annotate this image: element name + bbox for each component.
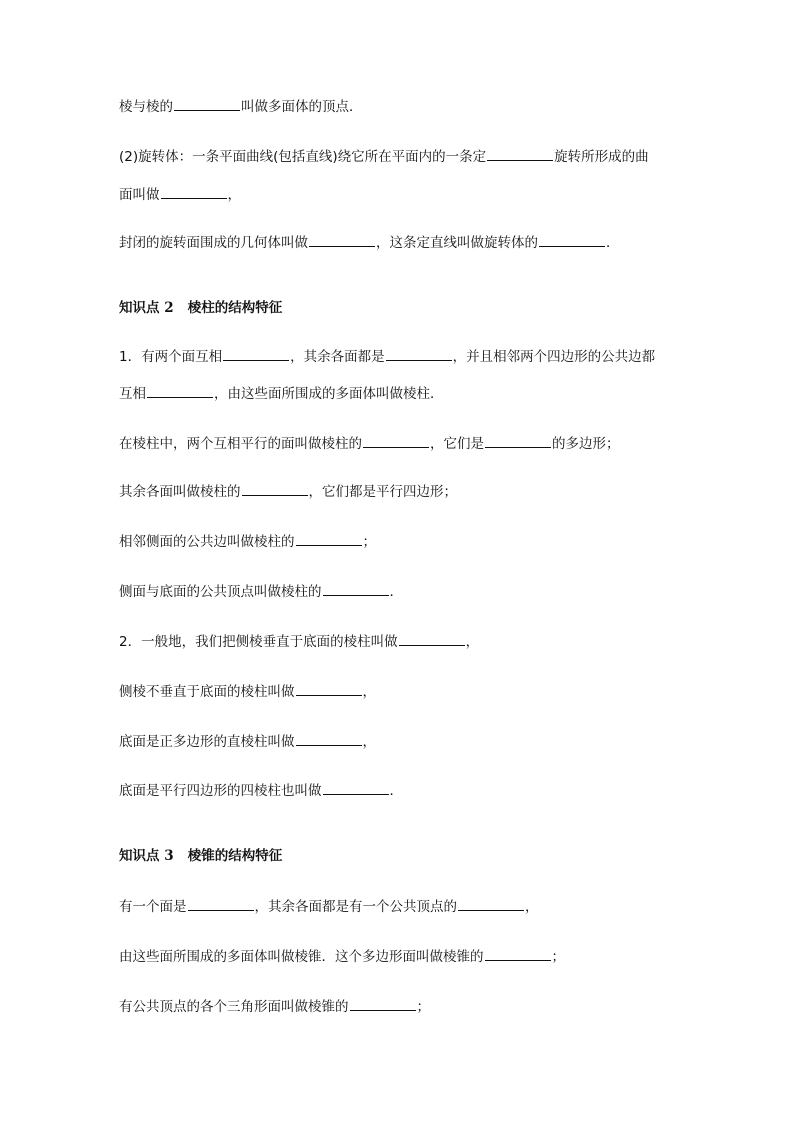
text-line xyxy=(119,946,734,967)
line-text: ； xyxy=(362,534,376,550)
fill-in-blank[interactable] xyxy=(485,433,551,448)
text-line xyxy=(119,433,734,454)
line-text: 有公共顶点的各个三角形面叫做棱锥的 xyxy=(119,999,349,1015)
line-text: ，由这些面所围成的多面体叫做棱柱． xyxy=(214,386,444,402)
section-label: 知识点 3 xyxy=(119,848,174,864)
fill-in-blank[interactable] xyxy=(399,631,465,646)
text-line xyxy=(119,731,734,752)
line-text: ． xyxy=(389,584,403,600)
fill-in-blank[interactable] xyxy=(147,383,213,398)
line-text: ，这条定直线叫做旋转体的 xyxy=(376,235,538,251)
line-text: 旋转所形成的曲 xyxy=(554,149,649,165)
line-text: ； xyxy=(416,999,430,1015)
line-text: ， xyxy=(362,684,376,700)
line-text: 有一个面是 xyxy=(119,899,187,915)
line-text: 棱与棱的 xyxy=(119,99,173,115)
fill-in-blank[interactable] xyxy=(161,184,227,199)
fill-in-blank[interactable] xyxy=(386,346,452,361)
line-text: 其余各面叫做棱柱的 xyxy=(119,484,241,500)
fill-in-blank[interactable] xyxy=(539,232,605,247)
fill-in-blank[interactable] xyxy=(296,531,362,546)
line-text: 1．有两个面互相 xyxy=(119,349,223,365)
line-text: 2．一般地，我们把侧棱垂直于底面的棱柱叫做 xyxy=(119,634,398,650)
line-text: ； xyxy=(551,949,565,965)
text-line xyxy=(119,531,734,552)
line-text: ，它们都是平行四边形； xyxy=(308,484,457,500)
fill-in-blank[interactable] xyxy=(242,481,308,496)
fill-in-blank[interactable] xyxy=(296,731,362,746)
text-line xyxy=(119,346,734,367)
line-text: 侧棱不垂直于底面的棱柱叫做 xyxy=(119,684,295,700)
text-line xyxy=(119,631,734,652)
fill-in-blank[interactable] xyxy=(174,96,240,111)
fill-in-blank[interactable] xyxy=(487,146,553,161)
line-text: ， xyxy=(525,899,539,915)
line-text: 互相 xyxy=(119,386,146,402)
text-line xyxy=(119,996,734,1017)
line-text: 由这些面所围成的多面体叫做棱锥．这个多边形面叫做棱锥的 xyxy=(119,949,484,965)
section-title: 棱柱的结构特征 xyxy=(187,300,283,316)
text-line xyxy=(119,481,734,502)
line-text: ， xyxy=(362,734,376,750)
line-text: 面叫做 xyxy=(119,187,160,203)
section-title: 棱锥的结构特征 xyxy=(187,848,283,864)
fill-in-blank[interactable] xyxy=(323,780,389,795)
fill-in-blank[interactable] xyxy=(296,681,362,696)
section-label: 知识点 2 xyxy=(119,300,174,316)
fill-in-blank[interactable] xyxy=(458,896,524,911)
text-line xyxy=(119,184,734,205)
fill-in-blank[interactable] xyxy=(485,946,551,961)
line-text: ，其余各面都是有一个公共顶点的 xyxy=(254,899,457,915)
fill-in-blank[interactable] xyxy=(363,433,429,448)
line-text: 底面是平行四边形的四棱柱也叫做 xyxy=(119,783,322,799)
line-text: ． xyxy=(389,783,403,799)
fill-in-blank[interactable] xyxy=(188,896,254,911)
text-line xyxy=(119,780,734,801)
line-text: ， xyxy=(227,187,241,203)
line-text: 的多边形； xyxy=(552,436,620,452)
line-text: 在棱柱中，两个互相平行的面叫做棱柱的 xyxy=(119,436,362,452)
fill-in-blank[interactable] xyxy=(309,232,375,247)
fill-in-blank[interactable] xyxy=(350,996,416,1011)
line-text: (2)旋转体：一条平面曲线(包括直线)绕它所在平面内的一条定 xyxy=(119,149,487,165)
line-text: ，它们是 xyxy=(430,436,484,452)
fill-in-blank[interactable] xyxy=(223,346,289,361)
text-line xyxy=(119,146,734,167)
section-heading xyxy=(119,298,734,318)
line-text: ． xyxy=(606,235,620,251)
line-text: ，并且相邻两个四边形的公共边都 xyxy=(452,349,656,365)
text-line xyxy=(119,96,734,117)
line-text: 相邻侧面的公共边叫做棱柱的 xyxy=(119,534,295,550)
line-text: ， xyxy=(465,634,480,650)
line-text: 侧面与底面的公共顶点叫做棱柱的 xyxy=(119,584,322,600)
text-line xyxy=(119,383,734,404)
line-text: 封闭的旋转面围成的几何体叫做 xyxy=(119,235,308,251)
text-line xyxy=(119,581,734,602)
line-text: 叫做多面体的顶点． xyxy=(241,99,363,115)
text-line xyxy=(119,232,734,253)
text-line xyxy=(119,681,734,702)
fill-in-blank[interactable] xyxy=(323,581,389,596)
section-heading xyxy=(119,846,734,866)
line-text: ，其余各面都是 xyxy=(290,349,385,365)
text-line xyxy=(119,896,734,917)
line-text: 底面是正多边形的直棱柱叫做 xyxy=(119,734,295,750)
